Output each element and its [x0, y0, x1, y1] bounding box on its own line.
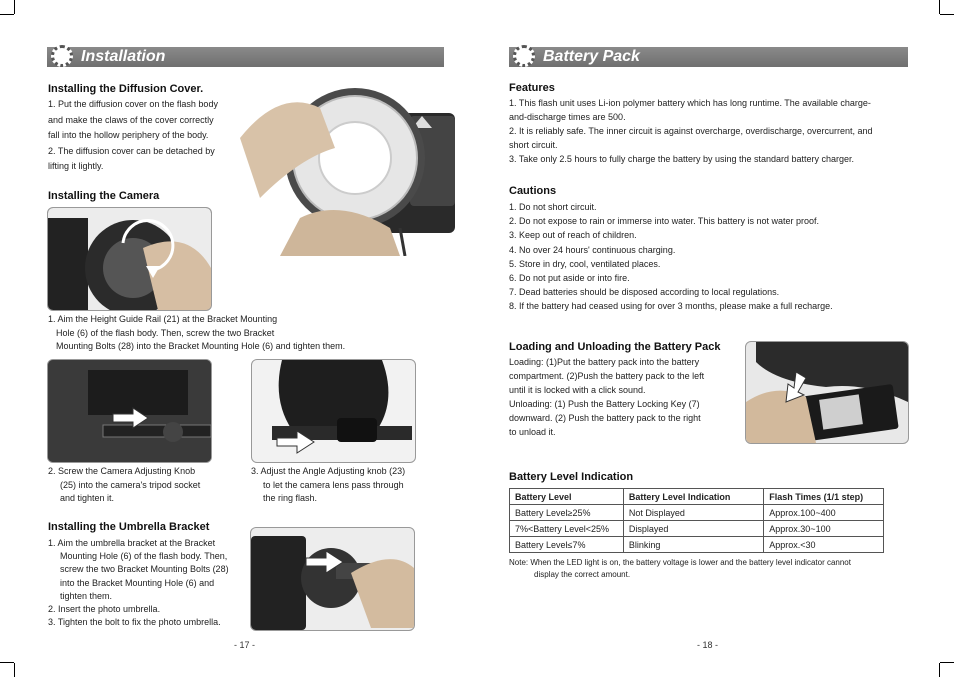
battery-level-title: Battery Level Indication — [509, 471, 634, 483]
table-header-row — [510, 489, 884, 505]
table-cell: Approx.<30 — [764, 537, 884, 553]
camera-install-photo — [47, 207, 212, 311]
table-cell: 7%<Battery Level<25% — [510, 521, 624, 537]
installation-header — [47, 47, 444, 67]
table-header: Battery Level Indication — [623, 489, 763, 505]
battery-load-photo — [745, 341, 909, 444]
section-title: Battery Pack — [543, 48, 640, 65]
loading-text: Loading: (1)Put the battery pack into the battery compartment. (2)Push the battery pack to the left until it is locked with a click sound. Unloading: (1) Push the Battery Locking Key (7) downward. (2) Push the battery pack to the right to unload it. — [509, 357, 705, 438]
crop-mark — [14, 663, 15, 677]
table-cell: Battery Level≤7% — [510, 537, 624, 553]
table-cell: Blinking — [623, 537, 763, 553]
ring-flash-icon — [513, 45, 535, 67]
table-row — [510, 505, 884, 521]
page-number-18: - 18 - — [697, 640, 719, 650]
battery-note: Note: When the LED light is on, the battery voltage is lower and the battery level indicator cannot display the correct amount. — [509, 558, 851, 579]
crop-mark — [940, 662, 954, 663]
features-text: 1. This flash unit uses Li-ion polymer battery which has long runtime. The available charge- and-discharge times are 500. 2. It is reliably safe. The inner circuit is against overcharge, overdischarge, overcurrent, and short circuit. 3. Take only 2.5 hours to fully charge the battery by using the standard battery charger. — [509, 98, 873, 164]
table-row — [510, 521, 884, 537]
crop-mark — [939, 0, 940, 14]
page-number-17: - 17 - — [234, 640, 256, 650]
table-cell: Approx.100~400 — [764, 505, 884, 521]
ring-flash-icon — [51, 45, 73, 67]
crop-mark — [14, 0, 15, 14]
table-cell: Not Displayed — [623, 505, 763, 521]
camera-knob-photo — [47, 359, 212, 463]
umbrella-bracket-photo — [250, 527, 415, 631]
camera-step2: 2. Screw the Camera Adjusting Knob (25) into the camera's tripod socket and tighten it. — [48, 466, 201, 503]
crop-mark — [939, 663, 940, 677]
umbrella-text: 1. Aim the umbrella bracket at the Bracket Mounting Hole (6) of the flash body. Then, screw the two Bracket Mounting Bolts (28) into the Bracket Mounting Hole (6) and tighten them. 2. Insert the photo umbrella. 3. Tighten the bolt to fix the photo umbrella. — [48, 538, 229, 628]
section-title: Installation — [81, 48, 166, 65]
camera-step1: 1. Aim the Height Guide Rail (21) at the Bracket Mounting Hole (6) of the flash body. Then, screw the two Bracket Mounting Bolts (28) into the Bracket Mounting Hole (6) and tighten them. — [48, 314, 346, 351]
camera-step3: 3. Adjust the Angle Adjusting knob (23) to let the camera lens pass through the ring flash. — [251, 466, 406, 503]
diffusion-title: Installing the Diffusion Cover. — [48, 83, 204, 95]
battery-pack-header — [509, 47, 908, 67]
table-cell: Approx.30~100 — [764, 521, 884, 537]
table-row — [510, 537, 884, 553]
features-title: Features — [509, 82, 555, 94]
battery-level-table — [509, 488, 884, 553]
diffusion-text: 1. Put the diffusion cover on the flash body and make the claws of the cover correctly fall into the hollow periphery of the body. 2. The diffusion cover can be detached by lifting it lightly. — [48, 99, 218, 171]
crop-mark — [940, 14, 954, 15]
table-header: Battery Level — [510, 489, 624, 505]
table-cell: Displayed — [623, 521, 763, 537]
diffusion-cover-photo — [240, 78, 455, 256]
cautions-title: Cautions — [509, 185, 557, 197]
cautions-text: 1. Do not short circuit. 2. Do not expose to rain or immerse into water. This battery is not water proof. 3. Keep out of reach of children. 4. No over 24 hours' continuous charging. 5. Store in dry, cool, ventilated places. 6. Do not put aside or into fire. 7. Dead batteries should be disposed according to local regulations. 8. If the battery had ceased using for over 3 months, please make a full recharge. — [509, 202, 833, 312]
crop-mark — [0, 662, 14, 663]
loading-title: Loading and Unloading the Battery Pack — [509, 341, 721, 353]
crop-mark — [0, 14, 14, 15]
umbrella-title: Installing the Umbrella Bracket — [48, 521, 210, 533]
table-cell: Battery Level≥25% — [510, 505, 624, 521]
camera-title: Installing the Camera — [48, 190, 160, 202]
angle-knob-photo — [251, 359, 416, 463]
table-header: Flash Times (1/1 step) — [764, 489, 884, 505]
